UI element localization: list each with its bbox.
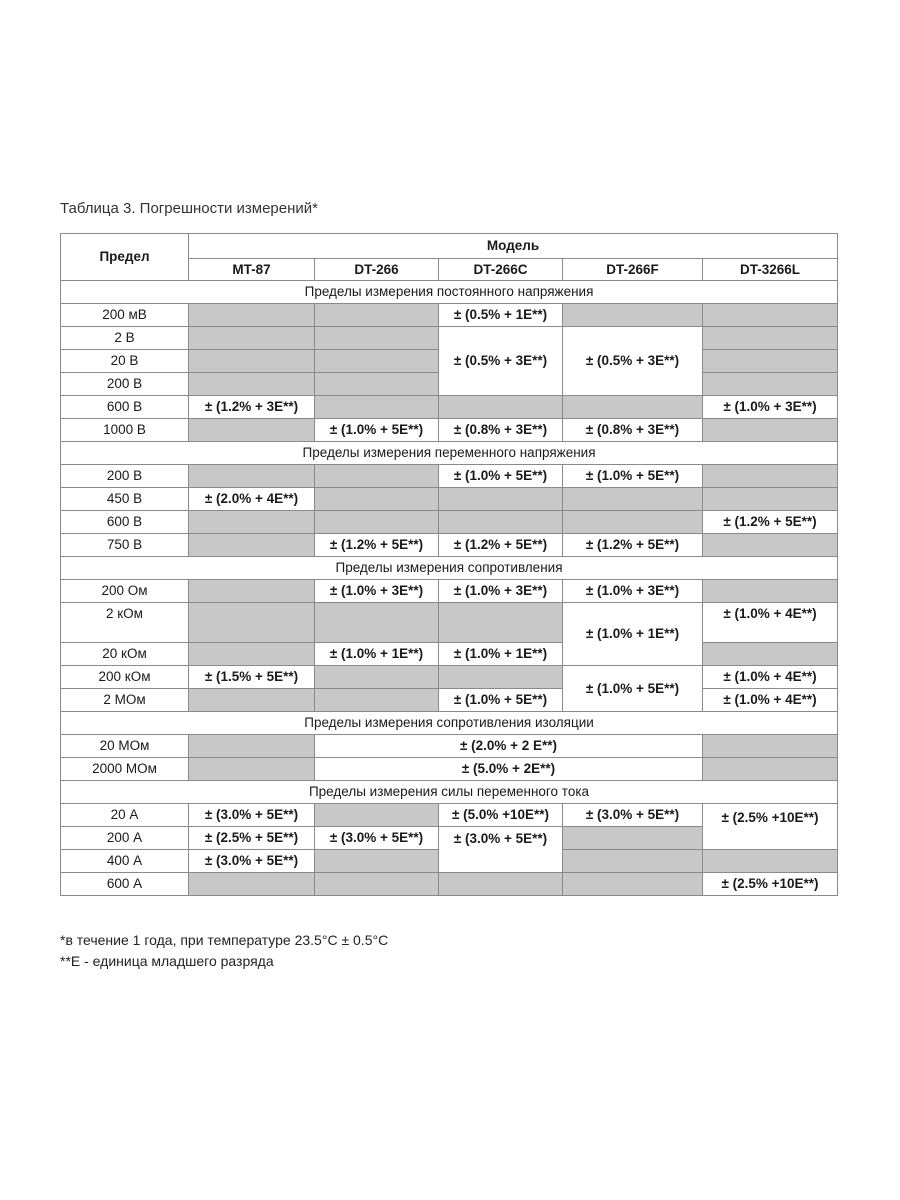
value-cell: ± (3.0% + 5E**): [189, 804, 315, 827]
value-cell: ± (3.0% + 5E**): [315, 827, 439, 850]
value-cell: ± (2.5% +10E**): [703, 873, 838, 896]
range-label: 2 В: [61, 327, 189, 350]
value-cell: ± (0.8% + 3E**): [439, 419, 563, 442]
value-cell: ± (1.0% + 4E**): [703, 666, 838, 689]
value-cell: ± (1.0% + 5E**): [563, 666, 703, 712]
range-label: 200 В: [61, 465, 189, 488]
value-cell: ± (5.0% + 2E**): [315, 758, 703, 781]
range-label: 450 В: [61, 488, 189, 511]
range-label: 20 кОм: [61, 643, 189, 666]
range-label: 1000 В: [61, 419, 189, 442]
value-cell: ± (1.0% + 5E**): [439, 465, 563, 488]
range-label: 200 Ом: [61, 580, 189, 603]
range-label: 200 А: [61, 827, 189, 850]
value-cell: ± (2.5% + 5E**): [189, 827, 315, 850]
value-cell: ± (1.0% + 5E**): [439, 689, 563, 712]
range-label: 2 кОм: [61, 603, 189, 643]
range-label: 600 В: [61, 511, 189, 534]
value-cell: ± (1.0% + 1E**): [315, 643, 439, 666]
value-cell: ± (2.0% + 2 E**): [315, 735, 703, 758]
value-cell: ± (2.0% + 4E**): [189, 488, 315, 511]
value-cell: ± (0.5% + 3E**): [563, 327, 703, 396]
value-cell: ± (3.0% + 5E**): [189, 850, 315, 873]
range-label: 20 В: [61, 350, 189, 373]
range-label: 20 МОм: [61, 735, 189, 758]
value-cell: ± (1.0% + 3E**): [439, 580, 563, 603]
range-label: 750 В: [61, 534, 189, 557]
value-cell: ± (0.8% + 3E**): [563, 419, 703, 442]
value-cell: ± (1.0% + 3E**): [315, 580, 439, 603]
value-cell: ± (1.0% + 4E**): [703, 689, 838, 712]
footnote-2: **Е - единица младшего разряда: [60, 953, 274, 969]
range-label: 2000 МОм: [61, 758, 189, 781]
value-cell: ± (3.0% + 5E**): [563, 804, 703, 827]
value-cell: ± (1.2% + 5E**): [563, 534, 703, 557]
range-label: 600 А: [61, 873, 189, 896]
section-insulation: Пределы измерения сопротивления изоляции: [61, 712, 838, 735]
model-mt87: MT-87: [189, 259, 315, 281]
value-cell: ± (1.2% + 5E**): [315, 534, 439, 557]
section-ac-voltage: Пределы измерения переменного напряжения: [61, 442, 838, 465]
header-range: Предел: [61, 234, 189, 281]
range-label: 200 В: [61, 373, 189, 396]
value-cell: ± (1.0% + 3E**): [563, 580, 703, 603]
value-cell: ± (1.2% + 3E**): [189, 396, 315, 419]
footnotes: [60, 930, 388, 972]
value-cell: ± (2.5% +10E**): [703, 804, 838, 850]
section-resistance: Пределы измерения сопротивления: [61, 557, 838, 580]
model-dt266c: DT-266C: [439, 259, 563, 281]
footnote-1: *в течение 1 года, при температуре 23.5°C ± 0.5°C: [60, 932, 389, 948]
header-model: Модель: [189, 234, 838, 259]
value-cell: ± (1.0% + 3E**): [703, 396, 838, 419]
model-dt3266l: DT-3266L: [703, 259, 838, 281]
table-caption: Таблица 3. Погрешности измерений*: [60, 200, 318, 217]
value-cell: ± (0.5% + 3E**): [439, 327, 563, 396]
accuracy-table: [60, 233, 838, 896]
range-label: 20 А: [61, 804, 189, 827]
value-cell: ± (1.0% + 5E**): [315, 419, 439, 442]
value-cell: ± (1.2% + 5E**): [439, 534, 563, 557]
value-cell: ± (3.0% + 5E**): [439, 827, 563, 873]
range-label: 400 А: [61, 850, 189, 873]
section-ac-current: Пределы измерения силы переменного тока: [61, 781, 838, 804]
value-cell: ± (1.2% + 5E**): [703, 511, 838, 534]
section-dc-voltage: Пределы измерения постоянного напряжения: [61, 281, 838, 304]
value-cell: ± (1.0% + 4E**): [703, 603, 838, 643]
value-cell: ± (1.0% + 1E**): [563, 603, 703, 666]
range-label: 200 кОм: [61, 666, 189, 689]
range-label: 2 МОм: [61, 689, 189, 712]
value-cell: ± (5.0% +10E**): [439, 804, 563, 827]
value-cell: ± (1.5% + 5E**): [189, 666, 315, 689]
value-cell: ± (1.0% + 1E**): [439, 643, 563, 666]
range-label: 600 В: [61, 396, 189, 419]
range-label: 200 мВ: [61, 304, 189, 327]
value-cell: ± (0.5% + 1E**): [439, 304, 563, 327]
value-cell: ± (1.0% + 5E**): [563, 465, 703, 488]
model-dt266f: DT-266F: [563, 259, 703, 281]
model-dt266: DT-266: [315, 259, 439, 281]
